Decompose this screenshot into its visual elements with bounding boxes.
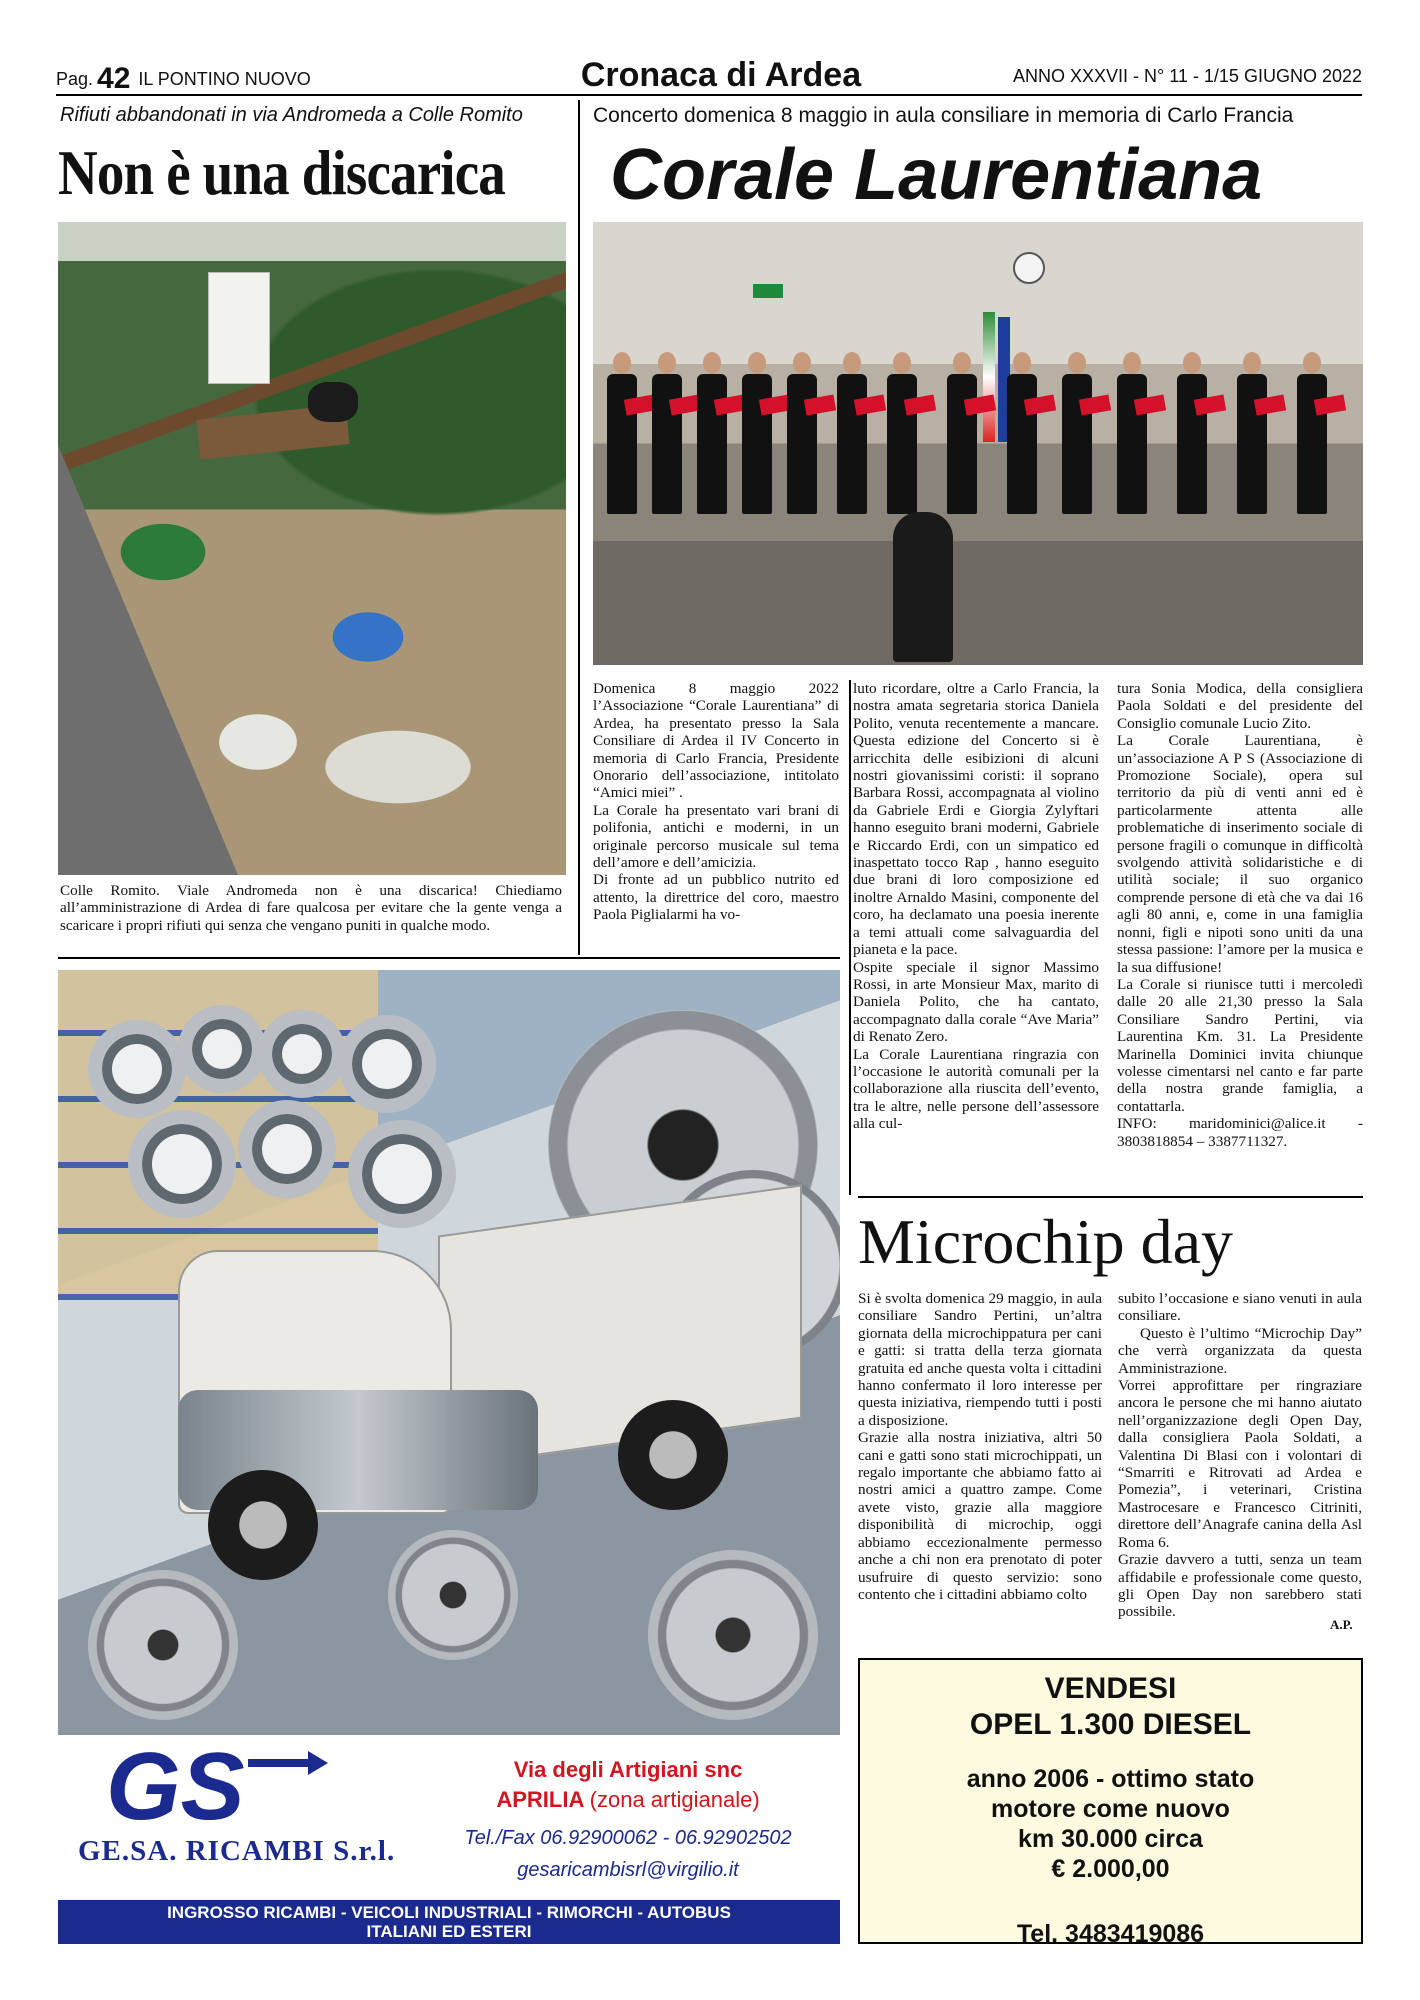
page-header <box>56 56 1362 96</box>
wheel-shape <box>208 1470 318 1580</box>
paragraph: Di fronte ad un pubblico nutrito ed attento, la direttrice del coro, maestro Paola Piglialarmi ha vo- <box>593 871 839 924</box>
paragraph: La Corale ha presentato vari brani di polifonia, antichi e moderni, in un originale percorso musicale sul tema dell’amore e dell’amicizia. <box>593 801 839 872</box>
article-title: Corale Laurentiana <box>610 135 1263 215</box>
section-divider <box>858 1196 1363 1198</box>
column-divider <box>578 100 580 955</box>
bearing-shape <box>348 1120 456 1228</box>
page-info <box>56 62 311 96</box>
sale-car: OPEL 1.300 DIESEL <box>969 1708 1252 1741</box>
paragraph: Domenica 8 maggio 2022 l’Associazione “Corale Laurentiana” di Ardea, ha presentato presso la Sala Consiliare di Ardea il IV Concerto in memoria di Carlo Francia, Presidente Onorario dell’associazione, intitolato “Amici miei” . <box>593 680 839 802</box>
ad-city <box>458 1787 798 1813</box>
issue-info: ANNO XXXVII - N° 11 - 1/15 GIUGNO 2022 <box>1013 66 1362 86</box>
photo-caption: Colle Romito. Viale Andromeda non è una discarica! Chiediamo all’amministrazione di Ardea di fare qualcosa per evitare che la gente venga a scaricare i propri rifiuti qui senza che vengano puniti in qualche modo. <box>60 882 562 934</box>
pulley-shape <box>88 1570 238 1720</box>
newspaper-name: IL PONTINO NUOVO <box>138 69 311 89</box>
parts-ad-banner <box>58 1735 840 1900</box>
company-name: GE.SA. RICAMBI S.r.l. <box>78 1835 396 1867</box>
paragraph: Si è svolta domenica 29 maggio, in aula consiliare Sandro Pertini, un’altra giornata della microchippatura per cani e gatti: si tratta della terza giornata gratuita ed anche questa volta i cittadini hanno confermato il loro interesse per questa iniziativa, riempendo tutti i posti a disposizione. <box>858 1290 1102 1429</box>
paragraph: INFO: maridominici@alice.it - 3803818854 – 3387711327. <box>1117 1115 1363 1150</box>
bearing-shape <box>128 1110 236 1218</box>
paragraph: La Corale si riunisce tutti i mercoledì dalle 20 alle 21,30 presso la Sala Consiliare Sandro Pertini, via Laurentina Km. 31. La Presidente Marinella Dominici invita chiunque volesse cimentarsi nel canto e far parte della nostra grande famiglia, a contattarla. <box>1117 975 1363 1115</box>
singer <box>1003 352 1041 522</box>
exit-sign <box>753 284 783 298</box>
bearing-shape <box>258 1010 346 1098</box>
sale-detail: km 30.000 circa <box>1018 1825 1203 1853</box>
singer <box>693 352 731 522</box>
article-title: Microchip day <box>858 1206 1233 1277</box>
paragraph: Vorrei approfittare per ringraziare ancora le persone che mi hanno aiutato nell’organizzazione degli Open Day, dalla consigliera Paola Soldati, a Valentina Di Blasi con i volontari di “Smarriti e Ritrovati ad Ardea e Pomezia”, i veterinari, Cristina Mastrocesare e Francesco Citriniti, direttore dell’Anagrafe canina della Asl Roma 6. <box>1118 1377 1362 1551</box>
zone-name: (zona artigianale) <box>589 1787 760 1812</box>
choir-director <box>893 512 953 662</box>
trash-photo <box>58 222 566 875</box>
column-divider <box>849 680 851 1195</box>
bearing-shape <box>88 1020 186 1118</box>
singer <box>943 352 981 522</box>
tagline-line: ITALIANI ED ESTERI <box>366 1922 532 1941</box>
fridge-shape <box>208 272 270 384</box>
ad-tagline-strip <box>58 1900 840 1944</box>
singer <box>1233 352 1271 522</box>
article-column <box>1118 1290 1362 1621</box>
singer <box>833 352 871 522</box>
singer <box>648 352 686 522</box>
choir-singers <box>603 352 1353 522</box>
paragraph: La Corale Laurentiana, è un’associazione A P S (Associazione di Promozione Sociale), opera sul territorio da più di venti anni ed è particolarmente attenta alle problematiche di inserimento sociale di persone fragili o comunque in difficoltà svolgendo attività solidaristiche e di utilità sociale; il suo organico comprende persone di età che va dai 16 agli 80 anni, e, come in una famiglia nonni, figli e nipoti sono uniti da una stessa passione: l’amore per la musica e la sua diffusione! <box>1117 732 1363 976</box>
singer <box>738 352 776 522</box>
singer <box>1173 352 1211 522</box>
article-kicker: Rifiuti abbandonati in via Andromeda a Colle Romito <box>60 104 523 126</box>
singer <box>1113 352 1151 522</box>
singer <box>603 352 641 522</box>
paragraph: Questo è l’ultimo “Microchip Day” che verrà organizzata da questa Amministrazione. <box>1118 1324 1362 1377</box>
sale-detail: motore come nuovo <box>991 1795 1230 1823</box>
paragraph: Grazie alla nostra iniziativa, altri 50 cani e gatti sono stati microchippati, un regalo importante che abbiamo fatto ai nostri amici a quattro zampe. Come avete visto, grazie alla maggiore disponibilità di microchip, oggi abbiamo eccezionalmente permesso anche a chi non era prenotato di poter usufruire di questo servizio: sono contento che i cittadini abbiamo colto <box>858 1429 1102 1603</box>
ad-email: gesaricambisrl@virgilio.it <box>517 1859 739 1881</box>
bearing-shape <box>338 1015 436 1113</box>
logo-text: GS <box>106 1747 245 1827</box>
parts-ad-image <box>58 970 840 1735</box>
sale-detail: anno 2006 - ottimo stato <box>966 1765 1255 1793</box>
bearing-shape <box>178 1005 266 1093</box>
car-sale-ad <box>858 1658 1363 1948</box>
article-column <box>1117 680 1363 1150</box>
bag-shape <box>308 382 358 422</box>
sale-heading: VENDESI <box>1044 1672 1177 1705</box>
singer <box>883 352 921 522</box>
choir-photo <box>593 222 1363 665</box>
ad-phone: Tel./Fax 06.92900062 - 06.92902502 <box>464 1827 792 1849</box>
wheel-shape <box>618 1400 728 1510</box>
pulley-shape <box>388 1530 518 1660</box>
author-signature: A.P. <box>1330 1617 1353 1632</box>
paragraph: Ospite speciale il signor Massimo Rossi, in arte Monsieur Max, marito di Daniela Polito, che ha cantato, accompagnato dalla corale “Ave Maria” di Renato Zero. <box>853 958 1099 1046</box>
section-title: Cronaca di Ardea <box>580 56 862 94</box>
paragraph: subito l’occasione e siano venuti in aula consiliare. <box>1118 1290 1362 1325</box>
clock-icon <box>1013 252 1045 284</box>
article-column <box>593 680 839 924</box>
pulley-shape <box>648 1550 818 1720</box>
bearing-shape <box>238 1100 336 1198</box>
ad-address: Via degli Artigiani snc <box>513 1757 743 1782</box>
road-shape <box>58 445 238 875</box>
sale-price: € 2.000,00 <box>1051 1855 1170 1883</box>
paragraph: luto ricordare, oltre a Carlo Francia, la nostra amata segretaria storica Daniela Polito, venuta recentemente a mancare. Questa edizione del Concerto si è arricchita delle esibizioni di alcuni nostri giovanissimi coristi: il soprano Barbara Rossi, accompagnata al violino da Gabriele Erdi e Giorgia Zylyftari hanno eseguito brani moderni, Gabriele e Riccardo Erdi, con un simpatico ed inaspettato tocco Rap , hanno eseguito due brani di loro composizione ed inoltre Arnaldo Masini, componente del coro, ha declamato una poesia inerente a temi attuali come salvaguardia del pianeta e la pace. <box>853 680 1099 959</box>
paragraph: Grazie davvero a tutti, senza un team affidabile e professionale come questo, gli Open Day non sarebbero stati possibile. <box>1118 1551 1362 1621</box>
gs-logo-icon <box>98 1747 328 1827</box>
paragraph: La Corale Laurentiana ringrazia con l’occasione le autorità comunali per la collaborazione alla riuscita dell’evento, tra le altre, nelle persone dell’assessore alla cul- <box>853 1045 1099 1133</box>
sale-phone: Tel. 3483419086 <box>1016 1920 1205 1948</box>
tagline-line: INGROSSO RICAMBI - VEICOLI INDUSTRIALI - RIMORCHI - AUTOBUS <box>167 1903 731 1922</box>
section-divider <box>58 957 840 959</box>
singer <box>783 352 821 522</box>
page-number: 42 <box>97 62 131 95</box>
singer <box>1058 352 1096 522</box>
singer <box>1293 352 1331 522</box>
city-name: APRILIA <box>496 1787 584 1812</box>
page-label: Pag. <box>56 69 94 89</box>
paragraph: tura Sonia Modica, della consigliera Paola Soldati e del presidente del Consiglio comunale Lucio Zito. <box>1117 680 1363 732</box>
article-kicker: Concerto domenica 8 maggio in aula consiliare in memoria di Carlo Francia <box>593 104 1294 127</box>
article-column <box>853 680 1099 1133</box>
article-title: Non è una discarica <box>58 137 505 208</box>
article-column <box>858 1290 1102 1603</box>
